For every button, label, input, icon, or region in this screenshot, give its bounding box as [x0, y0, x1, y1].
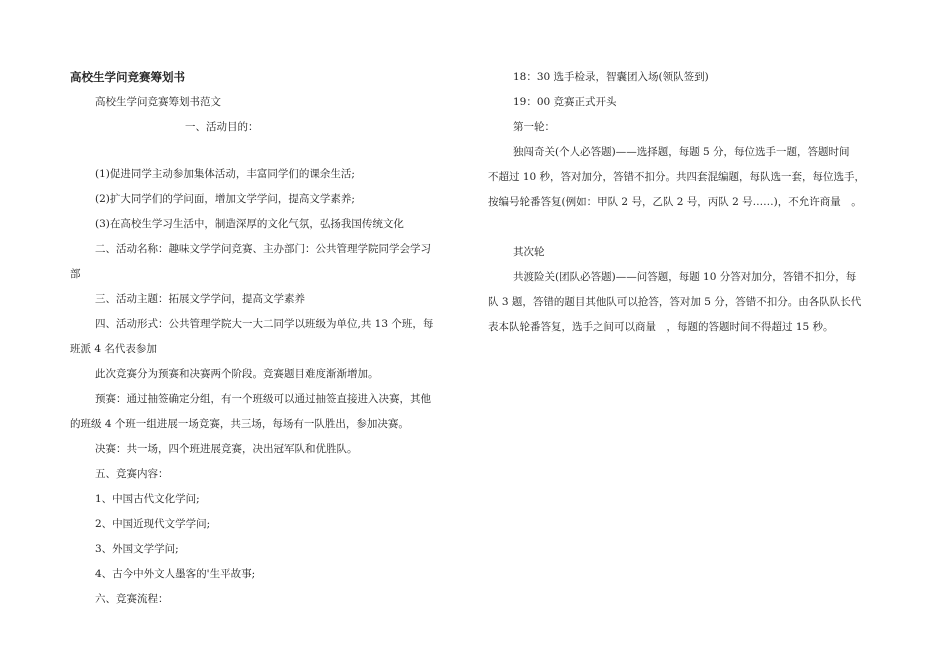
paragraph-continuation: 表本队轮番答复，选手之间可以商量 ，每题的答题时间不得超过 15 秒。 [488, 321, 834, 333]
paragraph: 18：30 选手检录，智囊团入场(领队签到) [513, 71, 709, 83]
section-heading: 二、活动名称：趣味文学学问竞赛、主办部门：公共管理学院同学会学习 [95, 243, 431, 255]
paragraph: 预赛：通过抽签确定分组，有一个班级可以通过抽签直接进入决赛，其他 [95, 393, 431, 405]
paragraph: 高校生学问竞赛筹划书范文 [95, 96, 221, 108]
document-title: 高校生学问竞赛筹划书 [70, 70, 185, 84]
paragraph: 决赛：共一场，四个班进展竞赛，决出冠军队和优胜队。 [95, 443, 358, 455]
section-heading: 六、竞赛流程： [95, 593, 169, 605]
section-heading: 四、活动形式：公共管理学院大一大二同学以班级为单位,共 13 个班，每 [95, 318, 434, 330]
paragraph-continuation: 班派 4 名代表参加 [70, 343, 157, 355]
paragraph-continuation: 部 [70, 268, 81, 280]
section-heading: 其次轮 [513, 246, 545, 258]
section-heading: 三、活动主题：拓展文学学问，提高文学素养 [95, 293, 305, 305]
list-item: 1、中国古代文化学问; [95, 493, 200, 505]
list-item: 3、外国文学学问; [95, 543, 179, 555]
paragraph: 共渡险关(团队必答题)——问答题，每题 10 分答对加分，答错不扣分，每 [513, 271, 857, 283]
list-item: (3)在高校生学习生活中，制造深厚的文化气氛，弘扬我国传统文化 [95, 218, 404, 230]
list-item: (1)促进同学主动参加集体活动，丰富同学们的课余生活; [95, 168, 355, 180]
section-heading: 第一轮： [513, 121, 555, 133]
list-item: (2)扩大同学们的学问面，增加文学学问，提高文学素养; [95, 193, 355, 205]
list-item: 2、中国近现代文学学问; [95, 518, 211, 530]
section-heading: 一、活动目的： [185, 121, 259, 133]
list-item: 4、古今中外文人墨客的'生平故事; [95, 568, 256, 580]
section-heading: 五、竞赛内容： [95, 468, 169, 480]
paragraph-continuation: 队 3 题，答错的题目其他队可以抢答，答对加 5 分，答错不扣分。由各队队长代 [488, 296, 862, 308]
paragraph: 此次竞赛分为预赛和决赛两个阶段。竞赛题目难度渐渐增加。 [95, 368, 379, 380]
paragraph-continuation: 不超过 10 秒，答对加分，答错不扣分。共四套混编题，每队选一套，每位选手， [488, 171, 866, 183]
paragraph: 19：00 竞赛正式开头 [513, 96, 617, 108]
paragraph-continuation: 按编号轮番答复(例如：甲队 2 号，乙队 2 号，丙队 2 号……)，不允许商量 。 [488, 196, 862, 208]
paragraph: 独闯奇关(个人必答题)——选择题，每题 5 分，每位选手一题，答题时间 [513, 146, 850, 158]
paragraph-continuation: 的班级 4 个班一组进展一场竞赛，共三场，每场有一队胜出，参加决赛。 [70, 418, 409, 430]
